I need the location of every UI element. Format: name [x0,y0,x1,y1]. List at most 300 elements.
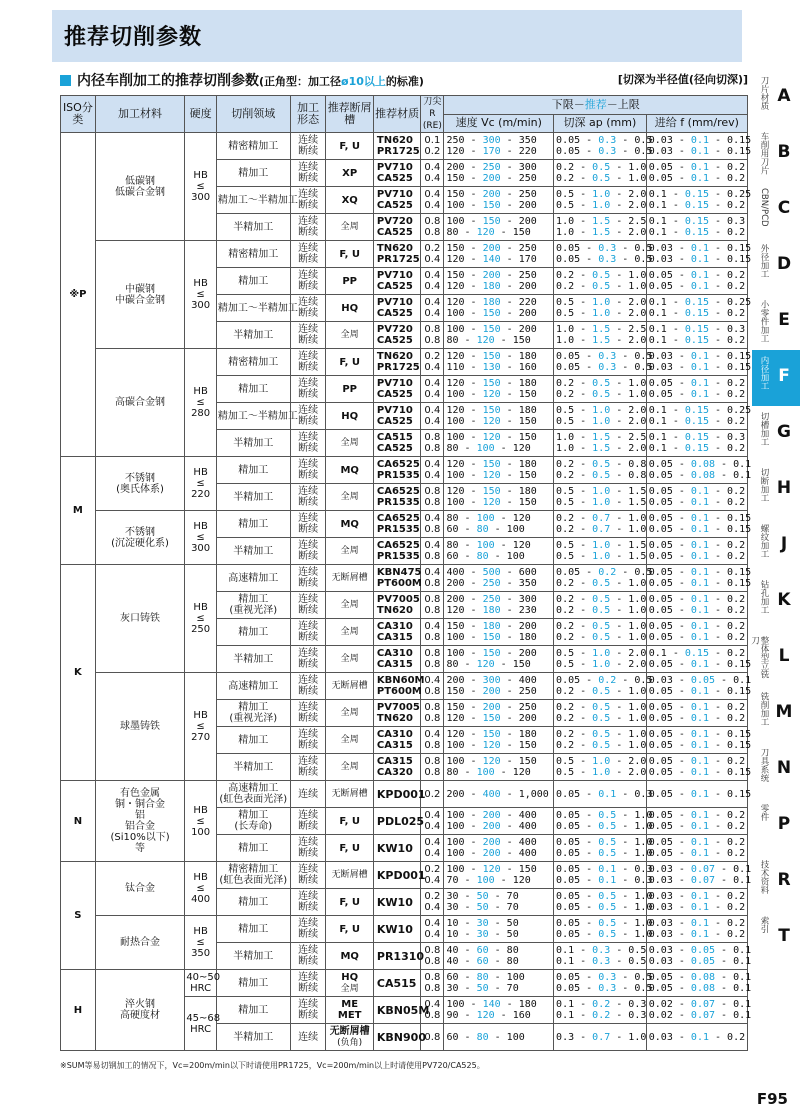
grade: CA315 CA320 [373,754,420,781]
sidebar-item-letter: E [778,310,790,330]
sidebar-item-letter: M [775,702,793,722]
depth-ap-recommended: 1.0 [592,486,611,497]
speed-vc-recommended: 200 [482,702,501,713]
depth-ap-recommended: 0.5 [592,702,611,713]
depth-ap-recommended: 0.3 [598,362,617,373]
iso-star: ※ [69,289,80,300]
process-form: 连续 断续 [290,646,326,673]
table-row [61,781,748,808]
depth-ap-recommended: 0.3 [598,254,617,265]
feed-f-recommended: 0.1 [690,362,709,373]
sidebar-item-M[interactable] [752,686,800,742]
sidebar-item-label: 铣削加工 [759,692,769,726]
feed-f-recommended: 0.07 [690,999,716,1010]
sidebar-item-label: 刀片材质 [759,76,769,110]
cutting-area: 精加工～半精加工 [216,295,290,322]
feed-f: 0.05 - 0.1 - 0.15 0.05 - 0.1 - 0.15 [646,727,747,754]
sidebar-item-letter: J [780,534,788,554]
depth-ap-recommended: 0.5 [592,740,611,751]
chipbreaker: PP [326,268,373,295]
chipbreaker: ME MET [326,997,373,1024]
nose-radius: 0.4 0.4 [421,295,444,322]
process-form: 连续 断续 [290,133,326,160]
depth-ap-recommended: 0.5 [592,594,611,605]
process-form: 连续 断续 [290,538,326,565]
grade: CA6525 PR1535 [373,484,420,511]
sidebar-item-label: 小零件加工 [759,300,769,343]
cutting-area: 半精加工 [216,943,290,970]
iso-group-H: H [61,970,96,1051]
speed-vc-recommended: 170 [482,146,501,157]
feed-f-recommended: 0.1 [690,567,709,578]
feed-f-recommended: 0.1 [690,702,709,713]
depth-ap-recommended: 0.5 [592,281,611,292]
depth-ap-recommended: 1.0 [592,416,611,427]
chipbreaker: 无断屑槽 [326,673,373,700]
depth-ap: 0.2 - 0.5 - 1.0 0.2 - 0.5 - 1.0 [554,592,647,619]
iso-group-P: ※P [61,133,96,457]
speed-vc-recommended: 80 [476,551,489,562]
cutting-area: 半精加工 [216,484,290,511]
speed-vc-recommended: 150 [482,324,501,335]
material-name: 灰口铸铁 [95,565,185,673]
sidebar-item-F[interactable] [752,350,800,406]
nose-radius: 0.4 0.8 [421,727,444,754]
sidebar-item-letter: F [778,366,790,386]
chipbreaker-sub: 全周 [340,983,359,994]
depth-ap-recommended: 0.5 [598,821,617,832]
feed-f: 0.05 - 0.1 - 0.2 0.05 - 0.1 - 0.2 [646,619,747,646]
feed-f: 0.05 - 0.08 - 0.1 0.05 - 0.08 - 0.1 [646,970,747,997]
material-name: 球墨铸铁 [95,673,185,781]
feed-f: 0.05 - 0.1 - 0.2 0.05 - 0.1 - 0.2 [646,376,747,403]
depth-ap-recommended: 1.5 [592,443,611,454]
cutting-area: 精加工～半精加工 [216,187,290,214]
speed-vc-recommended: 120 [482,497,501,508]
header-form: 加工形态 [290,96,326,133]
chipbreaker: F, U [326,835,373,862]
speed-vc-recommended: 200 [482,173,501,184]
depth-ap-recommended: 1.0 [592,200,611,211]
speed-vc: 120 - 150 - 180 100 - 120 - 150 [444,457,554,484]
material-name: 淬火钢 高硬度材 [95,970,185,1051]
grade: CA515 CA525 [373,430,420,457]
chipbreaker: 全周 [326,214,373,241]
process-form: 连续 断续 [290,376,326,403]
sidebar-item-D[interactable] [752,238,800,294]
material-name: 中碳钢 中碳合金钢 [95,241,185,349]
cutting-area: 半精加工 [216,430,290,457]
subtitle-note-highlight: ø10以上 [341,75,386,88]
nose-radius: 0.4 0.4 [421,268,444,295]
sidebar-item-letter: A [777,86,791,106]
sidebar-item-R[interactable] [752,854,800,910]
depth-ap-recommended: 0.7 [592,513,611,524]
feed-f-recommended: 0.1 [690,594,709,605]
speed-vc: 40 - 60 - 80 40 - 60 - 80 [444,943,554,970]
cutting-area: 精加工 [216,889,290,916]
speed-vc-recommended: 150 [482,729,501,740]
speed-vc-recommended: 250 [482,578,501,589]
nose-radius: 0.2 0.4 [421,862,444,889]
speed-vc-recommended: 150 [482,632,501,643]
feed-f-recommended: 0.1 [690,254,709,265]
speed-vc-recommended: 150 [482,713,501,724]
feed-f-recommended: 0.1 [690,788,709,800]
depth-note: [切深为半径值(径向切深)] [617,73,748,86]
nose-radius: 0.4 0.4 [421,160,444,187]
depth-ap: 0.05 - 0.3 - 0.5 0.05 - 0.3 - 0.5 [554,133,647,160]
speed-vc: 100 - 140 - 180 90 - 120 - 160 [444,997,554,1024]
feed-f-recommended: 0.08 [690,470,716,481]
sidebar-item-C[interactable] [752,182,800,238]
speed-vc-recommended: 120 [482,416,501,427]
chipbreaker-sub: (负角) [337,1037,363,1048]
sidebar-item-label: 外径加工 [759,244,769,278]
depth-ap-recommended: 0.5 [592,605,611,616]
feed-f-recommended: 0.15 [684,335,709,346]
feed-f-recommended: 0.1 [690,621,709,632]
process-form: 连续 断续 [290,943,326,970]
grade: CA310 CA315 [373,619,420,646]
chipbreaker: F, U [326,349,373,376]
depth-ap-recommended: 0.5 [598,810,617,821]
chipbreaker: 全周 [326,619,373,646]
grade: CA310 CA315 [373,646,420,673]
table-row [61,457,748,484]
feed-f-recommended: 0.1 [690,162,709,173]
speed-vc: 150 - 200 - 250 120 - 180 - 200 [444,268,554,295]
feed-f: 0.1 - 0.15 - 0.25 0.1 - 0.15 - 0.2 [646,187,747,214]
subtitle-note-suffix: 的标准) [385,75,424,88]
nose-radius: 0.8 0.8 [421,484,444,511]
sidebar-item-H[interactable] [752,462,800,518]
nose-radius: 0.4 0.8 [421,997,444,1024]
header-range [444,96,748,115]
sidebar-item-letter: N [776,758,792,778]
feed-f: 0.1 - 0.15 - 0.3 0.1 - 0.15 - 0.2 [646,322,747,349]
process-form: 连续 断续 [290,511,326,538]
sidebar-item-N[interactable] [752,742,800,798]
process-form: 连续 断续 [290,889,326,916]
depth-ap-recommended: 0.2 [592,999,611,1010]
feed-f-recommended: 0.1 [690,173,709,184]
grade: KBN475 PT600M [373,565,420,592]
cutting-area: 精加工 (重视光泽) [216,592,290,619]
cutting-area: 精加工 [216,268,290,295]
cutting-area: 半精加工 [216,646,290,673]
feed-f-recommended: 0.1 [690,578,709,589]
iso-group-S: S [61,862,96,970]
speed-vc-recommended: 150 [482,459,501,470]
cutting-area: 高速精加工 [216,565,290,592]
sidebar-item-label: 整体型立铣刀 [749,636,769,679]
cutting-area: 精加工 [216,835,290,862]
material-name: 不锈钢 (奥氏体系) [95,457,185,511]
nose-radius: 0.2 0.4 [421,349,444,376]
cutting-area: 半精加工 [216,214,290,241]
feed-f: 0.1 - 0.15 - 0.2 0.05 - 0.1 - 0.15 [646,646,747,673]
speed-vc: 120 - 150 - 180 100 - 120 - 150 [444,484,554,511]
feed-f-recommended: 0.15 [684,443,709,454]
speed-vc-recommended: 120 [476,227,495,238]
feed-f-recommended: 0.1 [690,243,709,254]
sidebar-item-letter: G [777,422,791,442]
subtitle-note-prefix: (正角型：加工径 [259,75,342,88]
chipbreaker: 无断屑槽 [326,862,373,889]
material-name: 高碳合金钢 [95,349,185,457]
nose-radius: 0.4 0.8 [421,538,444,565]
feed-f-recommended: 0.15 [684,405,709,416]
sidebar-item-T[interactable] [752,910,800,966]
speed-vc-recommended: 150 [482,648,501,659]
hardness: HB ≤ 100 [185,781,217,862]
material-name: 低碳钢 低碳合金钢 [95,133,185,241]
grade: PV710 CA525 [373,268,420,295]
hardness: HB ≤ 270 [185,673,217,781]
speed-vc: 100 - 150 - 200 80 - 120 - 150 [444,214,554,241]
depth-ap-recommended: 1.0 [592,540,611,551]
nose-radius: 0.2 0.4 [421,241,444,268]
grade: PV720 CA525 [373,322,420,349]
speed-vc: 120 - 150 - 180 100 - 120 - 150 [444,403,554,430]
depth-ap-recommended: 0.5 [592,621,611,632]
nose-radius: 0.8 0.8 [421,970,444,997]
chipbreaker: 全周 [326,592,373,619]
feed-f-recommended: 0.05 [690,945,716,956]
sidebar-item-A[interactable] [752,70,800,126]
depth-ap-recommended: 0.5 [598,902,617,913]
grade: TN620 PR1725 [373,349,420,376]
feed-f-recommended: 0.15 [684,648,709,659]
feed-f-recommended: 0.1 [690,524,709,535]
feed-f-recommended: 0.1 [690,540,709,551]
feed-f: 0.05 - 0.1 - 0.2 0.05 - 0.1 - 0.2 [646,160,747,187]
speed-vc-recommended: 150 [482,378,501,389]
feed-f-recommended: 0.07 [690,875,716,886]
chipbreaker: MQ [326,511,373,538]
depth-ap-recommended: 1.5 [592,227,611,238]
speed-vc-recommended: 120 [482,432,501,443]
header-grade: 推荐材质 [373,96,420,133]
header-hardness: 硬度 [185,96,217,133]
depth-ap: 0.2 - 0.5 - 1.0 0.2 - 0.5 - 1.0 [554,160,647,187]
sidebar-item-B[interactable] [752,126,800,182]
speed-vc: 120 - 150 - 180 110 - 130 - 160 [444,349,554,376]
speed-vc-recommended: 120 [482,864,501,875]
speed-vc-recommended: 30 [476,918,489,929]
nose-radius: 0.4 0.4 [421,916,444,943]
chipbreaker: 全周 [326,322,373,349]
sidebar-item-label: 刀具系统 [759,748,769,782]
speed-vc: 10 - 30 - 50 10 - 30 - 50 [444,916,554,943]
feed-f-recommended: 0.05 [690,675,716,686]
feed-f-recommended: 0.1 [690,740,709,751]
speed-vc-recommended: 150 [482,405,501,416]
depth-ap-recommended: 0.1 [598,864,617,875]
header-re: 刀尖R (RE) [421,96,444,133]
table-row [61,673,748,700]
speed-vc-recommended: 100 [476,513,495,524]
depth-ap-recommended: 0.5 [592,162,611,173]
speed-vc-recommended: 200 [482,686,501,697]
cutting-area: 精加工 (重视光泽) [216,700,290,727]
table-body [61,133,752,1051]
feed-f-recommended: 0.1 [690,729,709,740]
speed-vc: 100 - 200 - 400 100 - 200 - 400 [444,808,554,835]
speed-vc-recommended: 250 [482,162,501,173]
feed-f-recommended: 0.1 [690,378,709,389]
speed-vc: 120 - 180 - 220 100 - 150 - 200 [444,295,554,322]
speed-vc-recommended: 100 [476,443,495,454]
range-post: －上限 [606,97,640,111]
speed-vc-recommended: 100 [476,767,495,778]
table-row [61,862,748,889]
speed-vc-recommended: 30 [476,929,489,940]
chipbreaker: HQ 全周 [326,970,373,997]
speed-vc: 120 - 150 - 180 100 - 120 - 150 [444,727,554,754]
feed-f-recommended: 0.08 [690,972,716,983]
sidebar-item-P[interactable] [752,798,800,854]
feed-f-recommended: 0.1 [690,848,709,859]
depth-ap: 0.2 - 0.5 - 1.0 0.2 - 0.5 - 1.0 [554,619,647,646]
speed-vc-recommended: 200 [482,810,501,821]
sidebar-item-L[interactable] [749,630,800,686]
depth-ap: 0.05 - 0.2 - 0.5 0.2 - 0.5 - 1.0 [554,673,647,700]
nose-radius: 0.4 0.4 [421,403,444,430]
grade: CA6525 PR1535 [373,511,420,538]
grade: CA310 CA315 [373,727,420,754]
cutting-area: 半精加工 [216,538,290,565]
speed-vc: 60 - 80 - 100 30 - 50 - 70 [444,970,554,997]
hardness: HB ≤ 400 [185,862,217,916]
sidebar-item-letter: L [778,646,790,666]
process-form: 连续 断续 [290,295,326,322]
speed-vc-recommended: 50 [476,891,489,902]
feed-f: 0.03 - 0.1 - 0.15 0.03 - 0.1 - 0.15 [646,241,747,268]
feed-f: 0.03 - 0.1 - 0.15 0.03 - 0.1 - 0.15 [646,349,747,376]
sidebar-item-J[interactable] [752,518,800,574]
depth-ap-recommended: 0.5 [592,578,611,589]
speed-vc-recommended: 180 [482,281,501,292]
feed-f: 0.05 - 0.1 - 0.2 0.05 - 0.1 - 0.2 [646,808,747,835]
depth-ap: 0.1 - 0.2 - 0.3 0.1 - 0.2 - 0.3 [554,997,647,1024]
speed-vc: 200 - 400 - 1,000 [444,781,554,808]
process-form: 连续 断续 [290,214,326,241]
section-marker-icon [60,75,71,86]
grade: KBN05M [373,997,420,1024]
feed-f: 0.02 - 0.07 - 0.1 0.02 - 0.07 - 0.1 [646,997,747,1024]
speed-vc-recommended: 80 [476,972,489,983]
process-form: 连续 断续 [290,727,326,754]
sidebar-item-letter: T [778,926,790,946]
depth-ap-recommended: 0.3 [598,243,617,254]
cutting-area: 半精加工 [216,322,290,349]
depth-ap: 0.05 - 0.5 - 1.0 0.05 - 0.5 - 1.0 [554,889,647,916]
grade: KBN900 [373,1024,420,1051]
depth-ap: 0.05 - 0.3 - 0.5 0.05 - 0.3 - 0.5 [554,970,647,997]
cutting-area: 精加工 [216,376,290,403]
speed-vc: 30 - 50 - 70 30 - 50 - 70 [444,889,554,916]
process-form: 连续 [290,781,326,808]
process-form: 连续 断续 [290,565,326,592]
speed-vc: 250 - 300 - 350 120 - 170 - 220 [444,133,554,160]
feed-f: 0.03 - 0.05 - 0.1 0.05 - 0.1 - 0.15 [646,673,747,700]
grade: PV7005 TN620 [373,700,420,727]
table-row [61,133,748,160]
feed-f: 0.05 - 0.1 - 0.2 0.05 - 0.1 - 0.2 [646,484,747,511]
depth-ap-recommended: 0.5 [598,918,617,929]
cutting-area: 高速精加工 [216,673,290,700]
nose-radius: 0.8 0.8 [421,754,444,781]
process-form: 连续 断续 [290,349,326,376]
process-form: 连续 断续 [290,187,326,214]
sidebar-index [749,70,800,966]
depth-ap: 0.3 - 0.7 - 1.0 [554,1024,647,1051]
grade: CA6525 PR1535 [373,457,420,484]
range-hl: 推荐 [584,97,607,111]
grade: KPD001 [373,862,420,889]
depth-ap: 0.5 - 1.0 - 2.0 0.5 - 1.0 - 2.0 [554,754,647,781]
grade: TN620 PR1725 [373,241,420,268]
depth-ap: 0.5 - 1.0 - 2.0 0.5 - 1.0 - 2.0 [554,403,647,430]
table-row [61,916,748,943]
feed-f: 0.05 - 0.1 - 0.2 0.05 - 0.1 - 0.15 [646,754,747,781]
table-row [61,970,748,997]
speed-vc-recommended: 120 [482,756,501,767]
depth-ap-recommended: 0.5 [592,270,611,281]
speed-vc-recommended: 50 [476,983,489,994]
process-form: 连续 断续 [290,862,326,889]
process-form: 连续 断续 [290,700,326,727]
cutting-area: 精加工 [216,997,290,1024]
page-number: F95 [756,1090,788,1108]
chipbreaker: F, U [326,808,373,835]
process-form: 连续 断续 [290,241,326,268]
depth-ap: 0.5 - 1.0 - 2.0 0.5 - 1.0 - 2.0 [554,295,647,322]
feed-f-recommended: 0.1 [690,135,709,146]
process-form: 连续 断续 [290,808,326,835]
feed-f: 0.05 - 0.1 - 0.2 0.05 - 0.1 - 0.2 [646,700,747,727]
chipbreaker: HQ [326,403,373,430]
depth-ap-recommended: 0.5 [598,848,617,859]
sidebar-item-K[interactable] [752,574,800,630]
subtitle-main: 内径车削加工的推荐切削参数 [77,73,259,89]
grade: PR1310 [373,943,420,970]
speed-vc: 100 - 120 - 150 70 - 100 - 120 [444,862,554,889]
speed-vc: 400 - 500 - 600 200 - 250 - 350 [444,565,554,592]
sidebar-item-G[interactable] [752,406,800,462]
speed-vc: 200 - 250 - 300 150 - 200 - 250 [444,160,554,187]
chipbreaker: MQ [326,457,373,484]
feed-f: 0.03 - 0.1 - 0.2 0.03 - 0.1 - 0.2 [646,916,747,943]
nose-radius: 0.8 0.8 [421,700,444,727]
chipbreaker: HQ [326,295,373,322]
hardness: HB ≤ 300 [185,133,217,241]
nose-radius: 0.8 0.8 [421,592,444,619]
sidebar-item-label: 索引 [759,916,769,933]
grade: KW10 [373,835,420,862]
speed-vc: 80 - 100 - 120 60 - 80 - 100 [444,538,554,565]
range-pre: 下限－ [551,97,585,111]
grade: CA6525 PR1535 [373,538,420,565]
sidebar-item-E[interactable] [752,294,800,350]
speed-vc-recommended: 150 [482,216,501,227]
feed-f-recommended: 0.1 [690,918,709,929]
depth-ap-recommended: 1.0 [592,308,611,319]
speed-vc-recommended: 200 [482,243,501,254]
feed-f: 0.05 - 0.1 - 0.2 0.05 - 0.1 - 0.2 [646,592,747,619]
